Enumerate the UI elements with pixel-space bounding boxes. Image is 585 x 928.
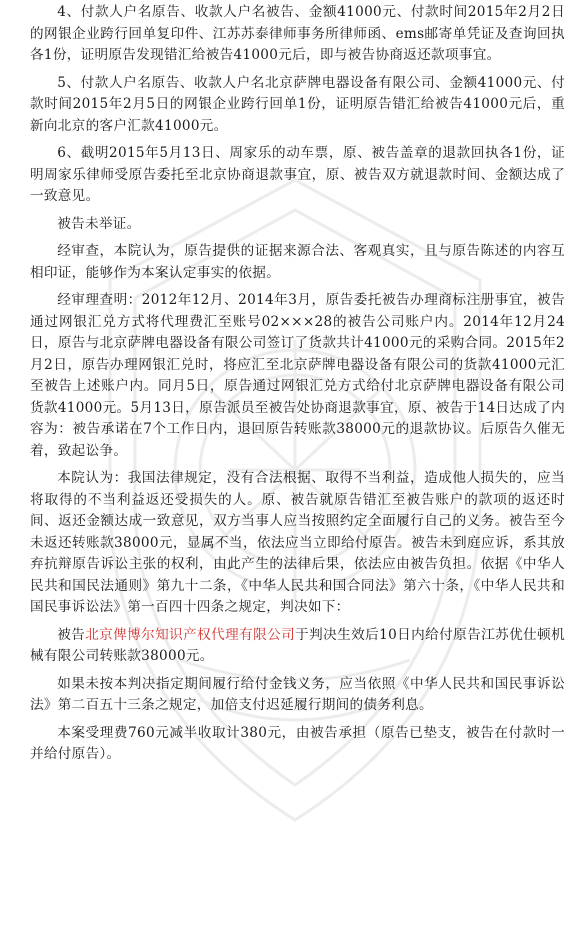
judgment-prefix: 被告 <box>57 626 86 643</box>
court-reasoning: 本院认为：我国法律规定，没有合法根据、取得不当利益，造成他人损失的，应当将取得的不当利益返还受损失的人。原、被告就原告错汇至被告账户的款项的返还时间、返还金额达成一致意见，双方当事人应当按照约定全面履行自己的义务。被告至今未返还转账款38000元，显属不当，依法应当立即给付原告。被告未到庭应诉，系其放弃抗辩原告诉讼主张的权利，由此产生的法律后果，依法应由被告负担。依据《中华人民共和国民法通则》第九十二条，《中华人民共和国合同法》第六十条，《中华人民共和国民事诉讼法》第一百四十四条之规定，判决如下： <box>30 470 565 615</box>
defendant-company-link[interactable]: 北京俾博尔知识产权代理有限公司 <box>85 626 296 643</box>
facts-found: 经审理查明：2012年12月、2014年3月，原告委托被告办理商标注册事宜，被告通过网银汇兑方式将代理费汇至账号02×××28的被告公司账户内。2014年12月24日，原告与北京萨牌电器设备有限公司签订了货款共计41000元的采购合同。2015年2月2日，原告办理网银汇兑时，将应汇至北京萨牌电器设备有限公司的货款41000元汇至被告上述账户内。同月5日，原告通过网银汇兑方式给付北京萨牌电器设备有限公司货款41000元。5月13日，原告派员至被告处协商退款事宜，原、被告于14日达成了内容为：被告承诺在7个工作日内，退回原告转账款38000元的退款协议。后原告久催无着，致起讼争。 <box>30 292 565 459</box>
judgment-suffix: 于判决生效后10日内给付原告江苏优仕顿机械有限公司转账款38000元。 <box>30 626 566 664</box>
document-body <box>30 2 565 772</box>
evidence-item-4: 4、付款人户名原告、收款人户名被告、金额41000元、付款时间2015年2月2日的网银企业跨行回单复印件、江苏苏泰律师事务所律师函、ems邮寄单凭证及查询回执各1份，证明原告发现错汇给被告41000元后，即与被告协商返还款项事宜。 <box>30 4 565 63</box>
court-fee-clause: 本案受理费760元减半收取计380元，由被告承担（原告已垫支，被告在付款时一并给付原告）。 <box>30 724 565 762</box>
defendant-no-evidence: 被告未举证。 <box>57 215 141 232</box>
review-opinion: 经审查，本院认为，原告提供的证据来源合法、客观真实，且与原告陈述的内容互相印证，能够作为本案认定事实的依据。 <box>30 243 565 281</box>
evidence-item-5: 5、付款人户名原告、收款人户名北京萨牌电器设备有限公司、金额41000元、付款时间2015年2月5日的网银企业跨行回单1份，证明原告错汇给被告41000元后，重新向北京的客户汇款41000元。 <box>30 74 565 134</box>
evidence-item-6: 6、截明2015年5月13日、周家乐的动车票，原、被告盖章的退款回执各1份，证明周家乐律师受原告委托至北京协商退款事宜，原、被告双方就退款时间、金额达成了一致意见。 <box>30 145 565 204</box>
late-payment-clause: 如果未按本判决指定期间履行给付金钱义务，应当依照《中华人民共和国民事诉讼法》第二百五十三条之规定，加倍支付迟延履行期间的债务利息。 <box>30 675 565 713</box>
judgment-paragraph <box>30 625 565 668</box>
